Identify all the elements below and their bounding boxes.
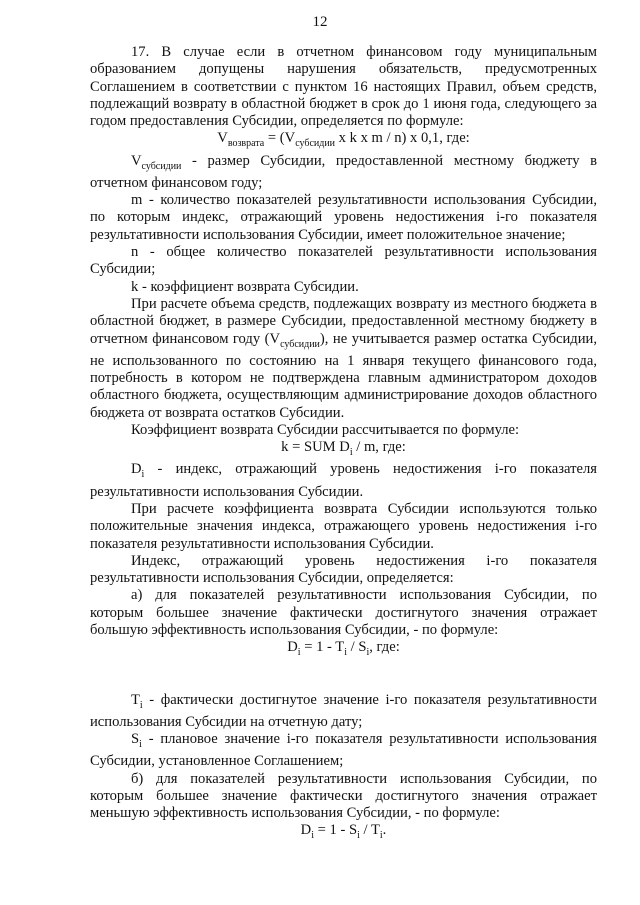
definition-si: $S_i$ - плановое значение i-го показателя результативности использования Субсидии, установленное Соглашением; xyxy=(90,731,597,770)
document-body xyxy=(90,44,597,845)
definition-n: n - общее количество показателей результативности использования Субсидии; xyxy=(90,244,597,278)
formula-k: k = SUM $D_i$ / m, где: xyxy=(281,439,406,459)
paragraph-calculation: При расчете объема средств, подлежащих возврату из местного бюджета в областной бюджет, в размере Субсидии, предоставленной местному бюджету в отчетном финансовом году $(V_{субсидии})$, не учитывается размер остатка Субсидии, не использованного по состоянию на 1 января текущего финансового года, потребность в котором не подтверждена главным администратором доходов областного бюджета, осуществляющим администрирование доходов областного бюджета от возврата остатков Субсидии. xyxy=(90,295,597,421)
paragraph-positive-values: При расчете коэффициента возврата Субсидии используются только положительные значения индекса, отражающего уровень недостижения i-го показателя результативности использования Субсидии. xyxy=(90,500,597,552)
paragraph-17: 17. В случае если в отчетном финансовом году муниципальным образованием допущены нарушения обязательств, предусмотренных Соглашением в соответствии с пунктом 16 настоящих Правил, объем средств, подлежащий возврату в областной бюджет в срок до 1 июня года, следующего за годом предоставления Субсидии, определяется по формуле: xyxy=(90,44,597,130)
formula-return-volume: $V_{возврата} = (V_{субсидии}$ x k x m / n) x 0,1, где: xyxy=(217,130,470,150)
page-number: 12 xyxy=(312,14,328,30)
definition-v-subsidy: $V_{субсидии}$ - размер Субсидии, предоставленной местному бюджету в отчетном финансовом году; xyxy=(90,152,597,191)
formula-di-b: $D_i = 1 - S_i / T_i$. xyxy=(300,822,387,842)
formula-di-a: $D_i = 1 - T_i / S_i$, где: xyxy=(287,639,400,659)
paragraph-a: а) для показателей результативности использования Субсидии, по которым большее значение фактически достигнутого значения отражает большую эффективность использования Субсидии, - по формуле: xyxy=(90,587,597,639)
definition-m: m - количество показателей результативности использования Субсидии, по которым индекс, отражающий уровень недостижения i-го показателя результативности использования Субсидии, имеет положительное значение; xyxy=(90,192,597,243)
paragraph-index-definition: Индекс, отражающий уровень недостижения i-го показателя результативности использования Субсидии, определяется: xyxy=(90,552,597,587)
definition-ti: $T_i$ - фактически достигнутое значение i-го показателя результативности использования Субсидии на отчетную дату; xyxy=(90,691,597,730)
coefficient-intro: Коэффициент возврата Субсидии рассчитывается по формуле: xyxy=(131,421,520,438)
definition-k: k - коэффициент возврата Субсидии. xyxy=(131,278,359,295)
paragraph-b: б) для показателей результативности использования Субсидии, по которым большее значение фактически достигнутого значения отражает меньшую эффективность использования Субсидии, - по формуле: xyxy=(90,770,597,822)
blank-gap xyxy=(90,662,597,692)
definition-di: $D_i$ - индекс, отражающий уровень недостижения i-го показателя результативности использования Субсидии. xyxy=(90,461,597,500)
